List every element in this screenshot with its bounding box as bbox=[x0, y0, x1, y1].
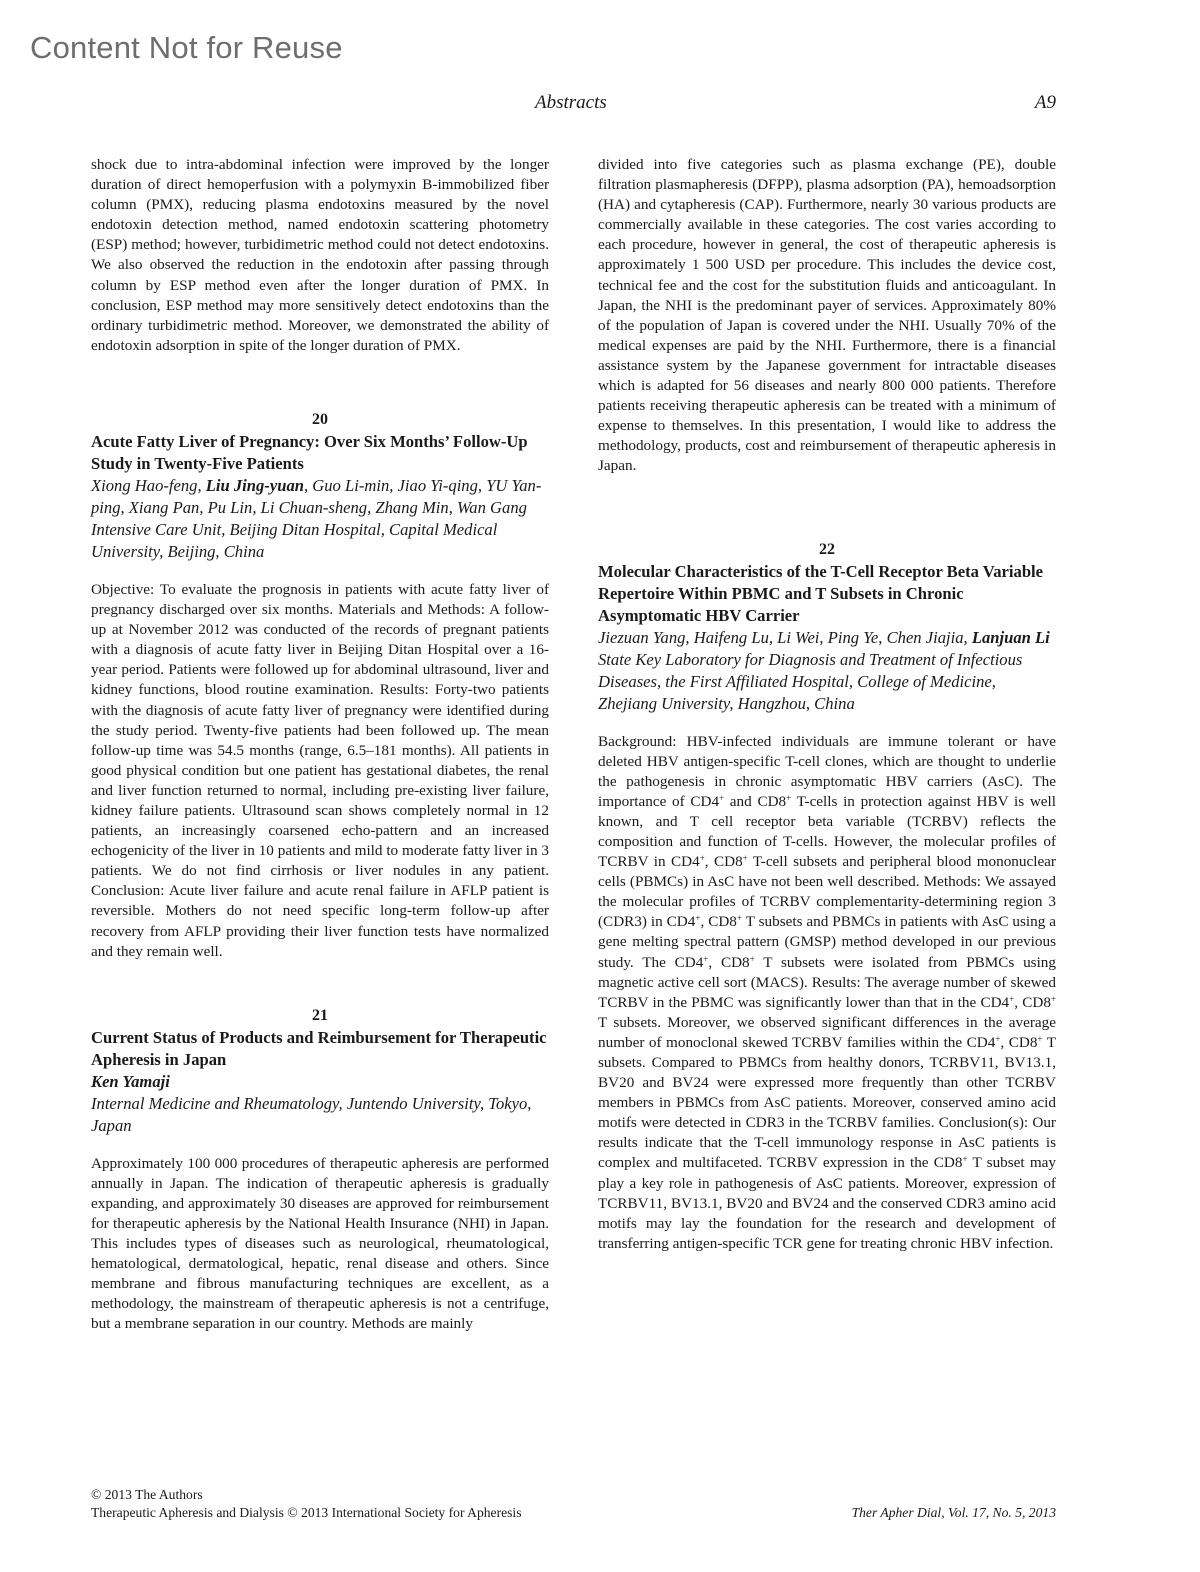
presenting-author: Lanjuan Li bbox=[971, 627, 1050, 647]
right-column bbox=[598, 155, 1056, 1254]
page-number: A9 bbox=[1034, 92, 1056, 113]
abstract-21 bbox=[91, 1005, 549, 1335]
abstract-22 bbox=[598, 539, 1056, 1254]
abstract-body: Background: HBV-infected individuals are immune tolerant or have deleted HBV antigen-specific T-cell clones, which are thought to underlie the pathogenesis in chronic asymptomatic HBV carriers (AsC). The importance of CD4+ and CD8+ T-cells in protection against HBV is well known, and T cell receptor beta variable (TCRBV) reflects the composition and function of T-cells. However, the molecular profiles of TCRBV in CD4+, CD8+ T-cell subsets and peripheral blood mononuclear cells (PBMCs) in AsC have not been well described. Methods: We assayed the molecular profiles of TCRBV complementarity-determining region 3 (CDR3) in CD4+, CD8+ T subsets and PBMCs in patients with AsC using a gene melting spectral pattern (GMSP) method developed in our previous study. The CD4+, CD8+ T subsets were isolated from PBMCs using magnetic active cell sort (MACS). Results: The average number of skewed TCRBV in the PBMC was significantly lower than that in the CD4+, CD8+ T subsets. Moreover, we observed significant differences in the average number of monoclonal skewed TCRBV families within the CD4+, CD8+ T subsets. Compared to PBMCs from healthy donors, TCRBV11, BV13.1, BV20 and BV24 were expressed more frequently than other TCRBV members in PBMCs from AsC patients. Moreover, conserved amino acid motifs were detected in CDR3 in the TCRBV families. Conclusion(s): Our results indicate that the T-cell immunology response in AsC patients is complex and multifaceted. TCRBV expression in the CD8+ T subset may play a key role in pathogenesis of AsC patients. Moreover, expression of TCRBV11, BV13.1, BV20 and BV24 and the conserved CDR3 amino acid motifs may lay the foundation for the research and development of transferring antigen-specific TCR gene for treating chronic HBV infection. bbox=[598, 732, 1057, 1252]
presenting-author: Ken Yamaji bbox=[91, 1071, 170, 1091]
abstract-affiliation: State Key Laboratory for Diagnosis and Treatment of Infectious Diseases, the First Affiliated Hospital, College of Medicine, Zhejiang University, Hangzhou, China bbox=[598, 649, 1023, 713]
abstract-authors: Xiong Hao-feng, Liu Jing-yuan, Guo Li-min, Jiao Yi-qing, YU Yan-ping, Xiang Pan, Pu Lin, Li Chuan-sheng, Zhang Min, Wan Gang bbox=[91, 475, 542, 517]
abstract-19-continuation: shock due to intra-abdominal infection were improved by the longer duration of direct hemoperfusion with a polymyxin B-immobilized fiber column (PMX), reducing plasma endotoxins measured by the novel endotoxin detection method, named endotoxin scattering photometry (ESP) method; however, turbidimetric method could not detect endotoxins. We also observed the reduction in the endotoxin after passing through column by ESP method even after the longer duration of PMX. In conclusion, ESP method may more sensitively detect endotoxins than the ordinary turbidimetric method. Moreover, we demonstrated the ability of endotoxin adsorption in spite of the longer duration of PMX. bbox=[91, 156, 549, 354]
watermark: Content Not for Reuse bbox=[30, 30, 343, 65]
abstract-body: Objective: To evaluate the prognosis in patients with acute fatty liver of pregnancy discharged over six months. Materials and Methods: A follow-up at November 2012 was conducted of the records of pregnant patients with a diagnosis of acute fatty liver in Beijing Ditan Hospital over a 16-year period. Patients were followed up for abdominal ultrasound, liver and kidney functions, blood routine examination. Results: Forty-two patients with the diagnosis of acute fatty liver of pregnancy were identified during the study period. Twenty-five patients had been followed up. The mean follow-up time was 54.5 months (range, 6.5–181 months). All patients in good physical condition but one patient has gestational diabetes, the renal and liver function returned to normal, including pre-existing liver failure, kidney failure patients. Ultrasound scan shows completely normal in 12 patients, an increasingly coarsened echo-pattern and an increased echogenicity of the liver in 10 patients and mild to moderate fatty liver in 3 patients. We do not find cirrhosis or liver nodules in any patient. Conclusion: Acute liver failure and acute renal failure in AFLP patient is reversible. Mothers do not need specific long-term follow-up after recovery from AFLP providing their liver function tests have normalized and they remain well. bbox=[91, 580, 549, 960]
abstract-affiliation: Internal Medicine and Rheumatology, Juntendo University, Tokyo, Japan bbox=[91, 1093, 532, 1135]
abstract-affiliation: Intensive Care Unit, Beijing Ditan Hospital, Capital Medical University, Beijing, China bbox=[91, 519, 498, 561]
running-head-title: Abstracts bbox=[535, 92, 607, 113]
footer-left bbox=[91, 1486, 522, 1522]
abstract-authors bbox=[91, 1071, 549, 1093]
abstract-title: Current Status of Products and Reimbursement for Therapeutic Apheresis in Japan bbox=[91, 1027, 547, 1069]
abstract-number: 21 bbox=[312, 1006, 328, 1024]
abstract-20 bbox=[91, 409, 549, 962]
running-head bbox=[0, 92, 1200, 116]
abstract-21-continuation: divided into five categories such as plasma exchange (PE), double filtration plasmapheresis (DFPP), plasma adsorption (PA), hemoadsorption (HA) and cytapheresis (CAP). Furthermore, nearly 30 various products are commercially available in these categories. The cost varies according to each procedure, however in general, the cost of therapeutic apheresis is approximately 1 500 USD per procedure. This includes the device cost, technical fee and the cost for the substitution fluids and anticoagulant. In Japan, the NHI is the predominant payer of services. Approximately 80% of the population of Japan is covered under the NHI. Usually 70% of the medical expenses are paid by the NHI. Furthermore, there is a financial assistance system by the Japanese government for intractable diseases which is adapted for 56 diseases and nearly 800 000 patients. Therefore patients receiving therapeutic apheresis can be treated with a minimum of expense to themselves. In this presentation, I would like to address the methodology, products, cost and reimbursement of therapeutic apheresis in Japan. bbox=[598, 156, 1056, 475]
abstract-number: 20 bbox=[312, 410, 328, 428]
copyright: © 2013 The Authors bbox=[91, 1487, 203, 1502]
abstract-title: Acute Fatty Liver of Pregnancy: Over Six Months’ Follow-Up Study in Twenty-Five Patients bbox=[91, 431, 528, 473]
abstract-title: Molecular Characteristics of the T-Cell Receptor Beta Variable Repertoire Within PBMC and T Subsets in Chronic Asymptomatic HBV Carrier bbox=[598, 561, 1044, 625]
left-column bbox=[91, 155, 549, 1335]
abstract-body: Approximately 100 000 procedures of therapeutic apheresis are performed annually in Japan. The indication of therapeutic apheresis is gradually expanding, and approximately 30 diseases are approved for reimbursement for therapeutic apheresis by the National Health Insurance (NHI) in Japan. This includes types of diseases such as neurological, rheumatological, hematological, dermatological, hepatic, renal disease and others. Since membrane and fibrous manufacturing techniques are excellent, as a methodology, the mainstream of therapeutic apheresis is not a centrifuge, but a membrane separation in our country. Methods are mainly bbox=[91, 1154, 549, 1333]
abstract-authors: Jiezuan Yang, Haifeng Lu, Li Wei, Ping Ye, Chen Jiajia, Lanjuan Li bbox=[598, 627, 1050, 647]
abstract-number: 22 bbox=[819, 540, 835, 558]
presenting-author: Liu Jing-yuan bbox=[205, 475, 304, 495]
citation: Ther Apher Dial, Vol. 17, No. 5, 2013 bbox=[851, 1505, 1056, 1520]
journal-line: Therapeutic Apheresis and Dialysis © 2013 International Society for Apheresis bbox=[91, 1505, 522, 1520]
